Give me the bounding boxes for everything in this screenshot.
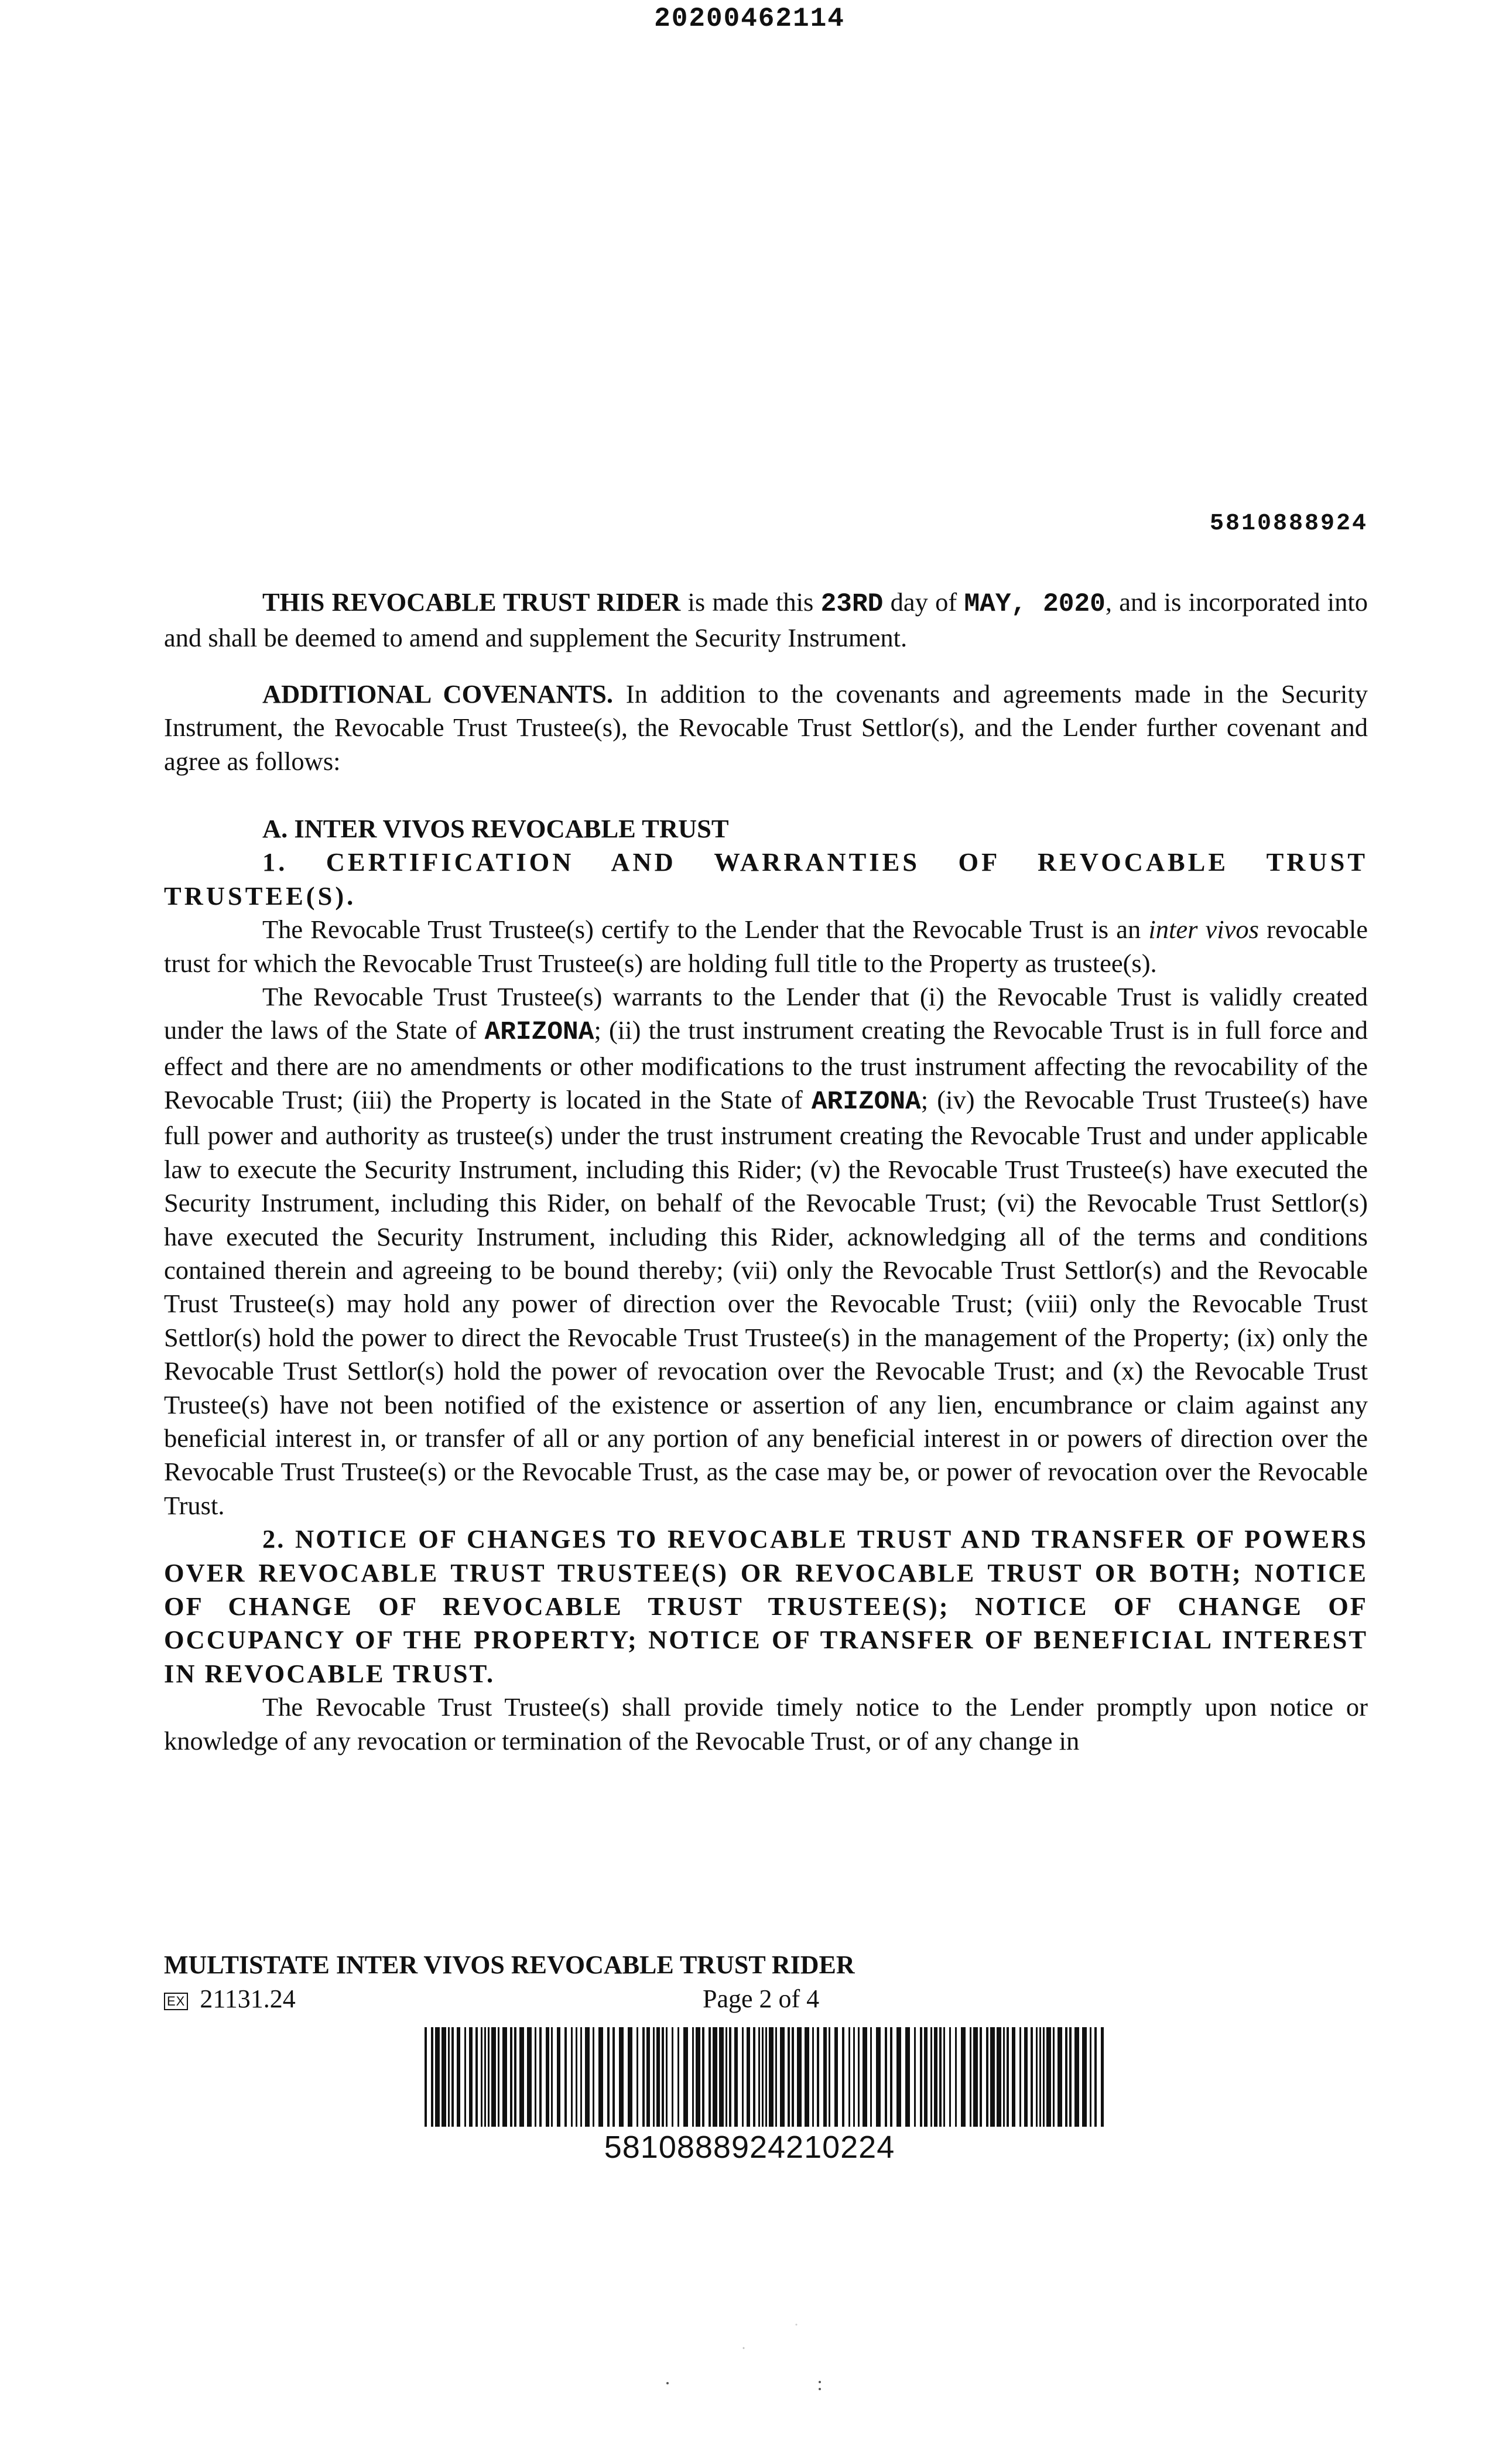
barcode-bar	[457, 2027, 460, 2127]
barcode-bar	[1101, 2027, 1104, 2127]
barcode-bar	[729, 2027, 731, 2127]
loan-number: 5810888924	[1209, 511, 1368, 537]
barcode-bar	[653, 2027, 655, 2127]
barcode-bar	[593, 2027, 594, 2127]
state-name: ARIZONA	[811, 1087, 921, 1117]
barcode-bar	[1003, 2027, 1005, 2127]
section-1-paragraph-2: The Revocable Trust Trustee(s) warrants to the Lender that (i) the Revocable Trust is validly created under the laws of the State of ARIZONA; (ii) the trust instrument creating the Revocable Trust is in full force and effect and there are no amendments or other modifications to the trust instrument affecting the revocability of the Revocable Trust; (iii) the Property is located in the State of ARIZONA; (iv) the Revocable Trust Trustee(s) have full power and authority as trustee(s) under the trust instrument creating the Revocable Trust and under applicable law to execute the Security Instrument, including this Rider; (v) the Revocable Trust Trustee(s) have executed the Security Instrument, including this Rider, on behalf of the Revocable Trust; (vi) the Revocable Trust Settlor(s) have executed the Security Instrument, including this Rider, acknowledging all of the terms and conditions contained therein and agreeing to be bound thereby; (vii) only the Revocable Trust Settlor(s) and the Revocable Trust Trustee(s) may hold any power of direction over the Revocable Trust; (viii) only the Revocable Trust Settlor(s) hold the power to direct the Revocable Trust Trustee(s) in the management of the Property; (ix) only the Revocable Trust Settlor(s) hold the power of revocation over the Revocable Trust; and (x) the Revocable Trust Trustee(s) have not been notified of the existence or assertion of any lien, encumbrance or claim against any beneficial interest in, or transfer of all or any portion of any beneficial interest in or powers of direction over the Revocable Trust Trustee(s) or the Revocable Trust, as the case may be, or power of revocation over the Revocable Trust.	[164, 981, 1368, 1520]
barcode-bar	[1039, 2027, 1041, 2127]
barcode-bar	[551, 2027, 553, 2127]
barcode-bar	[765, 2027, 767, 2127]
section-2-heading: 2. NOTICE OF CHANGES TO REVOCABLE TRUST AND TRANSFER OF POWERS OVER REVOCABLE TRUST TRUSTEE(S) OR REVOCABLE TRUST OR BOTH; NOTICE OF CHANGE OF REVOCABLE TRUST TRUSTEE(S); NOTICE OF CHANGE OF OCCUPANCY OF THE PROPERTY; NOTICE OF TRANSFER OF BENEFICIAL INTEREST IN REVOCABLE TRUST.	[164, 1524, 1368, 1688]
ex-mark-icon: EX	[164, 1993, 188, 2010]
barcode-bar	[961, 2027, 966, 2127]
scan-specks	[644, 2313, 878, 2401]
barcode-bar	[876, 2027, 881, 2127]
barcode-bar	[576, 2027, 577, 2127]
barcode-bar	[858, 2027, 860, 2127]
barcode-bar	[442, 2027, 446, 2127]
barcode-bar	[890, 2027, 892, 2127]
barcode-bar	[848, 2027, 850, 2127]
barcode-bar	[842, 2027, 844, 2127]
barcode-bar	[1074, 2027, 1079, 2127]
barcode-bar	[519, 2027, 524, 2127]
barcode-bar	[464, 2027, 466, 2127]
barcode-bar	[607, 2027, 610, 2127]
barcode-bar	[939, 2027, 942, 2127]
barcode-bar	[905, 2027, 910, 2127]
barcode-bar	[535, 2027, 536, 2127]
barcode-bar	[636, 2027, 638, 2127]
barcode-bar	[628, 2027, 632, 2127]
rider-day: 23RD	[820, 590, 884, 619]
barcode-bar	[514, 2027, 516, 2127]
barcode-bar	[780, 2027, 785, 2127]
barcode-bar	[986, 2027, 988, 2127]
barcode-bar	[425, 2027, 427, 2127]
barcode-bar	[1043, 2027, 1045, 2127]
barcode-bar	[564, 2027, 567, 2127]
barcode-bar	[1069, 2027, 1072, 2127]
barcode-bar	[683, 2027, 688, 2127]
barcode-bar	[662, 2027, 664, 2127]
barcode-bar	[1024, 2027, 1028, 2127]
barcode-bar	[666, 2027, 668, 2127]
barcode-bar	[805, 2027, 809, 2127]
barcode-bar	[1053, 2027, 1055, 2127]
barcode-bar	[696, 2027, 700, 2127]
barcode-bar	[612, 2027, 615, 2127]
barcode-bar	[656, 2027, 660, 2127]
barcode-bar	[1046, 2027, 1051, 2127]
barcode-bar	[797, 2027, 802, 2127]
barcode-bar	[642, 2027, 645, 2127]
section-2-paragraph-1: The Revocable Trust Trustee(s) shall provide timely notice to the Lender promptly upon notice or knowledge of any revocation or termination of the Revocable Trust, or of any change in	[164, 1692, 1368, 1755]
section-a-heading: A. INTER VIVOS REVOCABLE TRUST	[262, 813, 729, 843]
barcode-bar	[812, 2027, 814, 2127]
barcode-number: 5810888924210224	[604, 2130, 895, 2165]
barcode-bar	[646, 2027, 650, 2127]
barcode-bar	[943, 2027, 945, 2127]
barcode-bar	[1094, 2027, 1097, 2127]
barcode-bar	[853, 2027, 855, 2127]
barcode-bar	[997, 2027, 1001, 2127]
barcode-bar	[488, 2027, 490, 2127]
barcode-bar	[914, 2027, 916, 2127]
state-name: ARIZONA	[484, 1018, 594, 1048]
barcode-bar	[734, 2027, 738, 2127]
barcode-bar	[451, 2027, 454, 2127]
barcode-bar	[1057, 2027, 1062, 2127]
barcode-bar	[725, 2027, 727, 2127]
barcode-bar	[920, 2027, 922, 2127]
barcode-bar	[870, 2027, 872, 2127]
barcode-bar	[1036, 2027, 1038, 2127]
barcode-bar	[955, 2027, 957, 2127]
barcode-bar	[672, 2027, 673, 2127]
barcode-bar	[1090, 2027, 1091, 2127]
barcode-bar	[585, 2027, 590, 2127]
barcode-bar	[619, 2027, 624, 2127]
document-body	[164, 586, 1368, 1758]
barcode-bar	[792, 2027, 794, 2127]
barcode-bar	[823, 2027, 827, 2127]
barcode-bar	[539, 2027, 542, 2127]
barcode-bar	[747, 2027, 750, 2127]
barcode-bar	[435, 2027, 440, 2127]
intro-paragraph: THIS REVOCABLE TRUST RIDER is made this 23RD day of MAY, 2020, and is incorporated into and shall be deemed to amend and supplement the Security Instrument.	[164, 587, 1368, 653]
barcode-bar	[484, 2027, 486, 2127]
barcode-bar	[527, 2027, 532, 2127]
form-code-line	[164, 1984, 296, 2014]
barcode-bar	[1065, 2027, 1067, 2127]
barcode-bar	[502, 2027, 507, 2127]
barcode-bar	[863, 2027, 867, 2127]
barcode-bar	[469, 2027, 473, 2127]
barcode	[425, 2027, 1104, 2127]
barcode-bar	[924, 2027, 928, 2127]
section-1-paragraph-1: The Revocable Trust Trustee(s) certify to the Lender that the Revocable Trust is an inter vivos revocable trust for which the Revocable Trust Trustee(s) are holding full title to the Property as trustee(s).	[164, 915, 1368, 978]
barcode-bar	[431, 2027, 433, 2127]
barcode-bar	[990, 2027, 995, 2127]
barcode-bar	[510, 2027, 512, 2127]
barcode-bar	[491, 2027, 496, 2127]
covenants-paragraph: ADDITIONAL COVENANTS. In addition to the covenants and agreements made in the Security Instrument, the Revocable Trust Trustee(s), the Revocable Trust Settlor(s), and the Lender further covenant and agree as follows:	[164, 679, 1368, 776]
barcode-bar	[775, 2027, 777, 2127]
barcode-bar	[702, 2027, 704, 2127]
barcode-bar	[475, 2027, 478, 2127]
barcode-bar	[949, 2027, 951, 2127]
barcode-bar	[692, 2027, 694, 2127]
barcode-bar	[829, 2027, 830, 2127]
barcode-bar	[557, 2027, 560, 2127]
barcode-bar	[677, 2027, 679, 2127]
barcode-bar	[713, 2027, 717, 2127]
rider-title: THIS REVOCABLE TRUST RIDER	[262, 587, 681, 617]
barcode-bar	[980, 2027, 982, 2127]
barcode-bar	[788, 2027, 790, 2127]
barcode-bar	[1007, 2027, 1009, 2127]
barcode-bar	[498, 2027, 499, 2127]
barcode-bar	[481, 2027, 482, 2127]
barcode-bar	[834, 2027, 838, 2127]
barcode-bar	[719, 2027, 724, 2127]
barcode-bar	[1031, 2027, 1033, 2127]
barcode-bar	[709, 2027, 711, 2127]
barcode-bar	[1082, 2027, 1087, 2127]
barcode-bar	[1019, 2027, 1021, 2127]
recording-number: 20200462114	[654, 4, 845, 34]
barcode-bar	[571, 2027, 573, 2127]
barcode-bar	[742, 2027, 744, 2127]
barcode-bar	[973, 2027, 978, 2127]
barcode-bar	[546, 2027, 549, 2127]
form-title: MULTISTATE INTER VIVOS REVOCABLE TRUST RIDER	[164, 1950, 855, 1979]
barcode-bar	[885, 2027, 887, 2127]
barcode-bar	[758, 2027, 760, 2127]
page-number: Page 2 of 4	[703, 1984, 820, 2013]
barcode-bar	[896, 2027, 901, 2127]
barcode-bar	[580, 2027, 582, 2127]
form-code: 21131.24	[200, 1984, 296, 2013]
barcode-bar	[753, 2027, 755, 2127]
barcode-bar	[1012, 2027, 1015, 2127]
covenants-heading: ADDITIONAL COVENANTS.	[262, 679, 614, 709]
barcode-bar	[970, 2027, 971, 2127]
barcode-bar	[769, 2027, 774, 2127]
barcode-bar	[934, 2027, 937, 2127]
barcode-bar	[930, 2027, 932, 2127]
barcode-bar	[762, 2027, 764, 2127]
section-1-heading: 1. CERTIFICATION AND WARRANTIES OF REVOCABLE TRUST TRUSTEE(S).	[164, 847, 1368, 911]
barcode-bar	[817, 2027, 819, 2127]
rider-month-year: MAY, 2020	[964, 590, 1106, 619]
barcode-bar	[448, 2027, 450, 2127]
barcode-bar	[598, 2027, 603, 2127]
